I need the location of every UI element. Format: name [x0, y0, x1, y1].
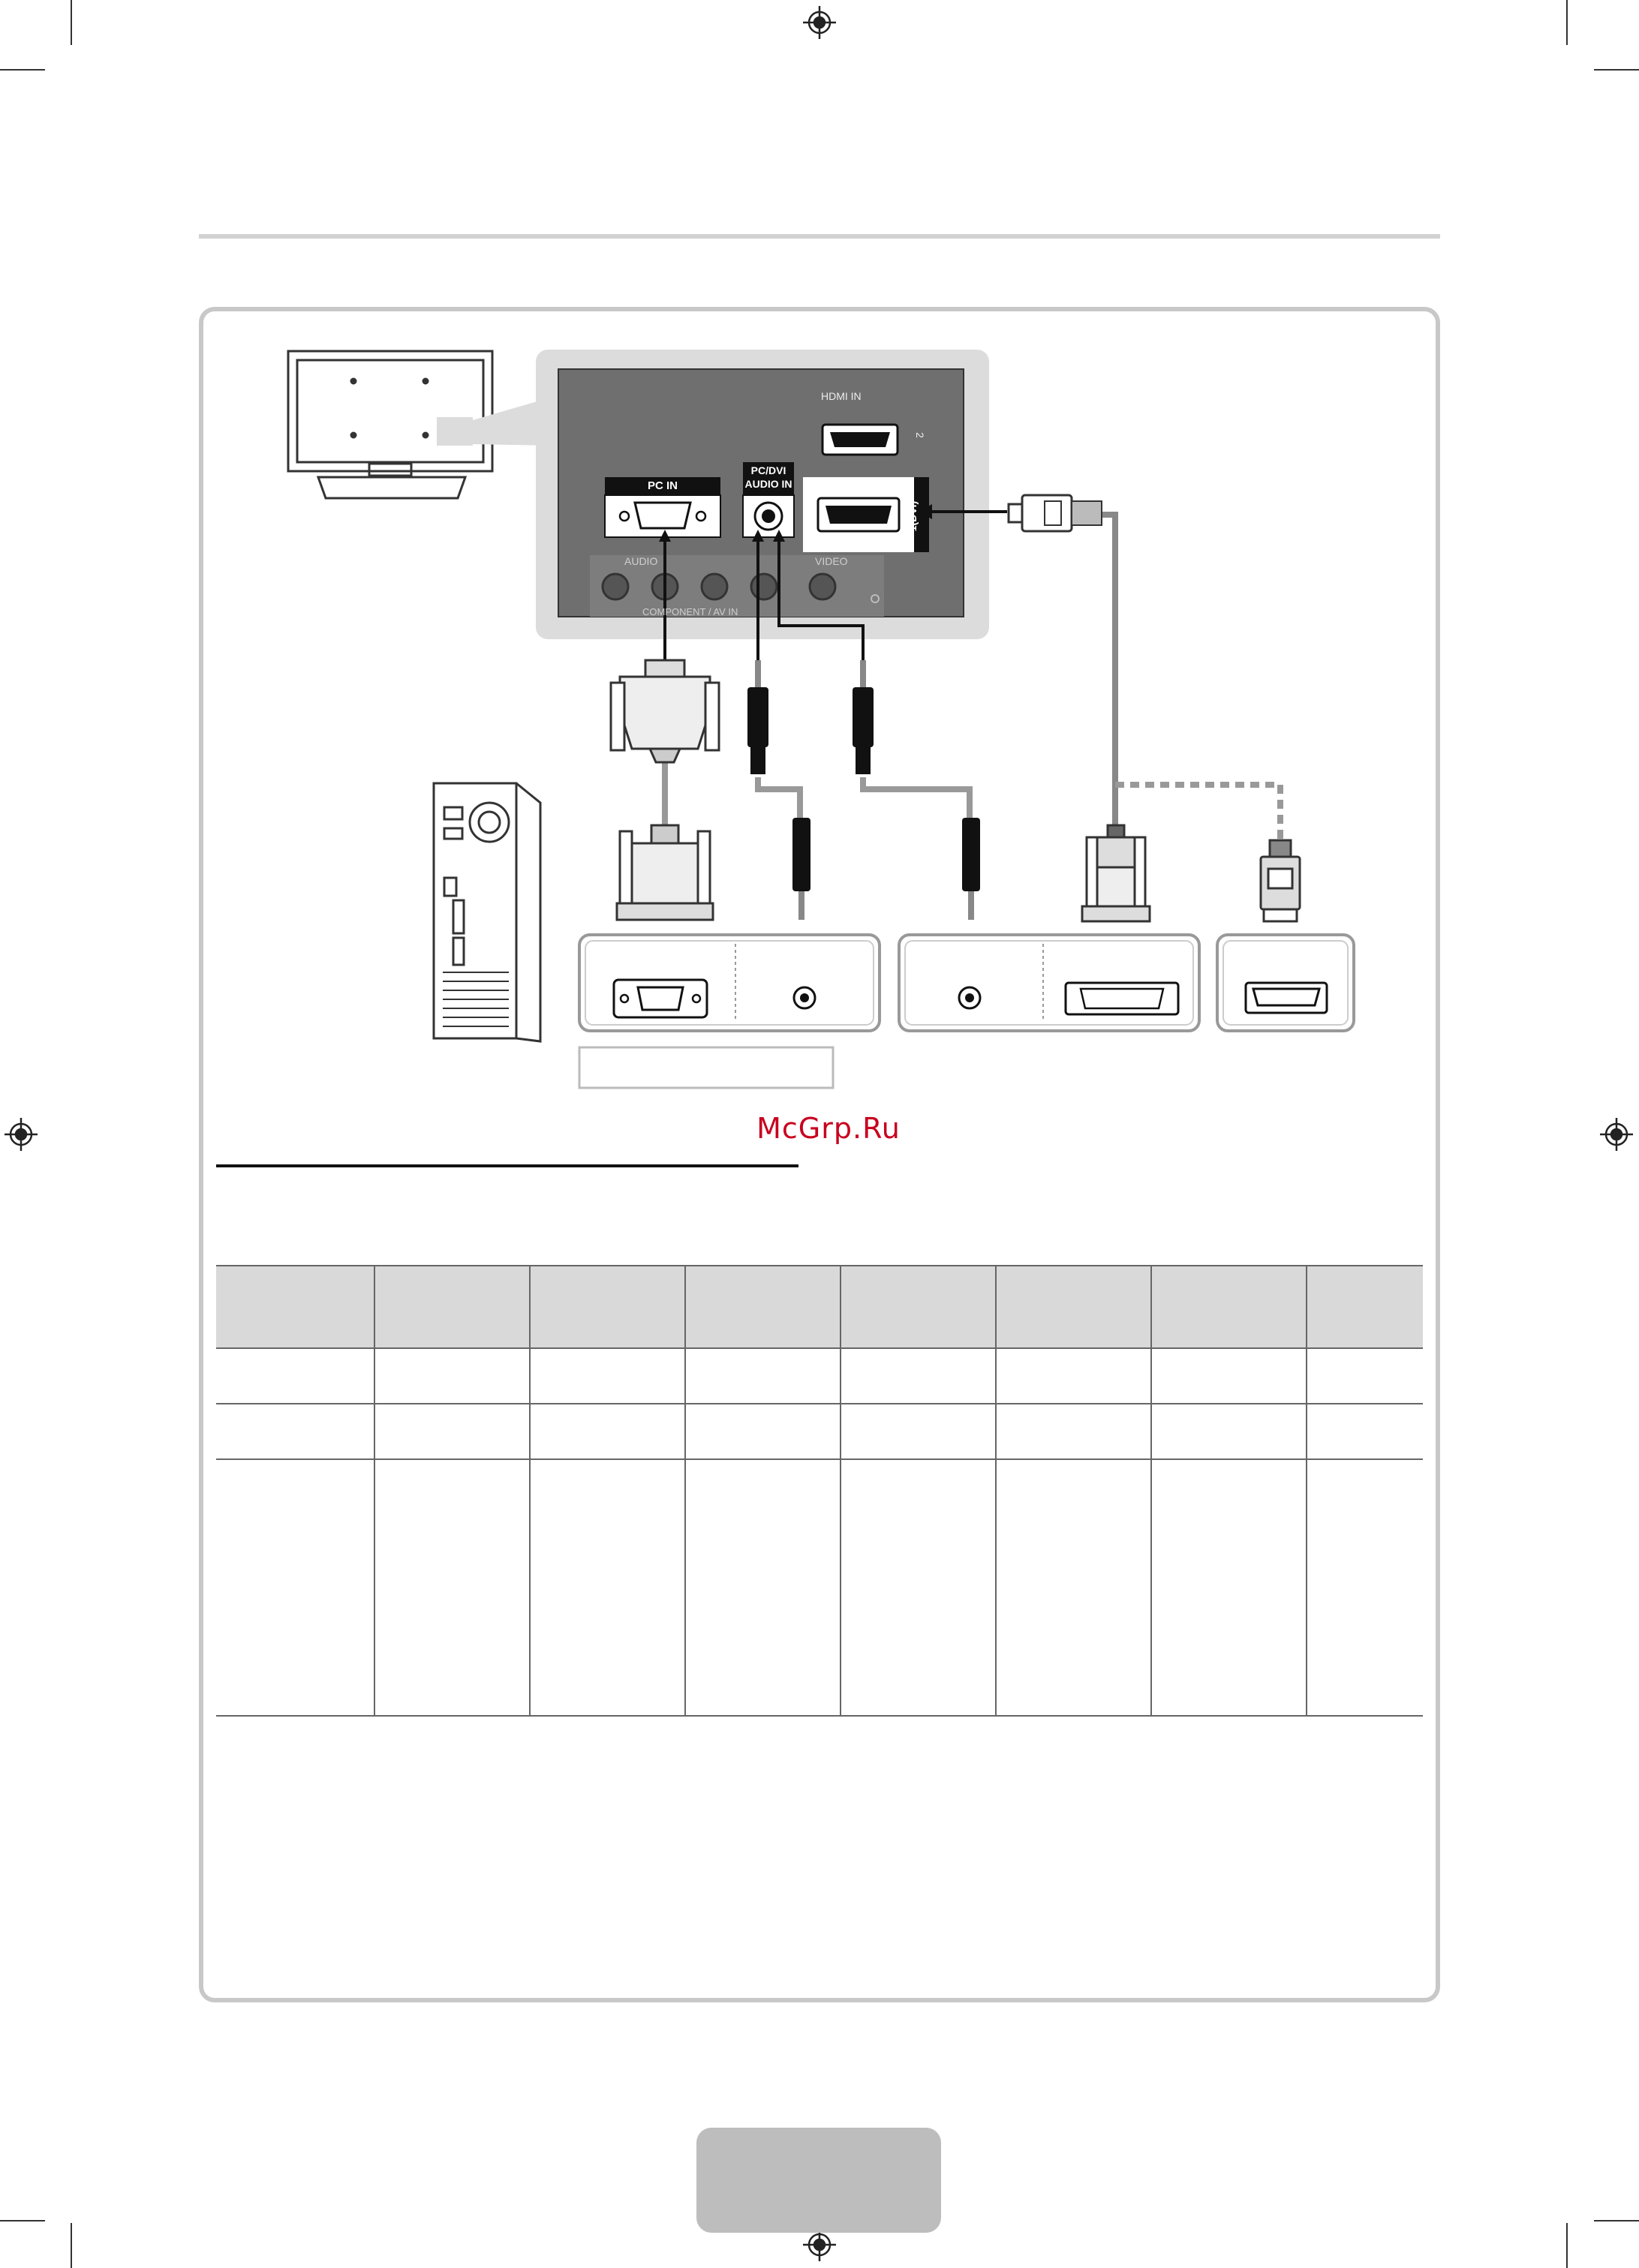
registration-mark-icon [803, 2228, 836, 2261]
table-cell [1151, 1459, 1307, 1716]
table-row [216, 1459, 1423, 1716]
table-cell [685, 1348, 841, 1404]
table-cell [374, 1348, 530, 1404]
audio-plug-icon [747, 660, 874, 774]
table-cell [1307, 1404, 1423, 1459]
spec-table [216, 1265, 1423, 1717]
table-cell [685, 1404, 841, 1459]
table-header-cell [530, 1266, 685, 1348]
table-cell [530, 1404, 685, 1459]
hdmi-connector-icon [1261, 840, 1300, 921]
vga-connector-icon [611, 660, 719, 762]
vga-connector-icon [617, 825, 713, 920]
table-cell [996, 1459, 1151, 1716]
audio-label: AUDIO [624, 555, 658, 567]
device-box-dvi [899, 935, 1199, 1031]
table-cell [841, 1404, 996, 1459]
table-header-cell [996, 1266, 1151, 1348]
subsection-rule [216, 1164, 798, 1167]
hdmi-port-1-label: 1(DVI) [907, 500, 919, 532]
table-cell [374, 1404, 530, 1459]
table-header-cell [374, 1266, 530, 1348]
table-cell [216, 1348, 374, 1404]
table-header-cell [1307, 1266, 1423, 1348]
table-cell [374, 1459, 530, 1716]
caption-box [579, 1047, 833, 1088]
table-cell [996, 1404, 1151, 1459]
audio-plug-icon [792, 818, 980, 920]
section-rule [199, 234, 1440, 239]
pc-tower-icon [434, 783, 540, 1041]
table-cell [1151, 1348, 1307, 1404]
table-cell [216, 1459, 374, 1716]
table-header-cell [1151, 1266, 1307, 1348]
component-av-label: COMPONENT / AV IN [642, 606, 738, 617]
pc-dvi-audio-in-label: PC/DVI AUDIO IN [744, 464, 792, 490]
table-header-cell [685, 1266, 841, 1348]
device-box-pc [579, 935, 880, 1031]
table-cell [530, 1348, 685, 1404]
device-box-hdmi [1217, 935, 1354, 1031]
tv-zoom-indicator [437, 417, 473, 446]
table-cell [685, 1459, 841, 1716]
table-cell [996, 1348, 1151, 1404]
table-cell [530, 1459, 685, 1716]
hdmi-in-label: HDMI IN [821, 390, 862, 402]
page-number-tab [696, 2128, 941, 2233]
watermark: McGrp.Ru [756, 1112, 901, 1145]
table-header-cell [841, 1266, 996, 1348]
hdmi-port-2-label: 2 [913, 432, 926, 438]
hdmi-connector-icon [1009, 495, 1102, 531]
table-cell [1307, 1459, 1423, 1716]
table-cell [841, 1459, 996, 1716]
table-cell [841, 1348, 996, 1404]
video-label: VIDEO [815, 555, 848, 567]
table-header-cell [216, 1266, 374, 1348]
table-row [216, 1404, 1423, 1459]
table-header-row [216, 1266, 1423, 1348]
table-cell [1307, 1348, 1423, 1404]
registration-mark-icon [803, 6, 836, 39]
table-row [216, 1348, 1423, 1404]
table-cell [1151, 1404, 1307, 1459]
table-cell [216, 1404, 374, 1459]
dvi-connector-icon [1082, 825, 1150, 921]
registration-mark-icon [1600, 1118, 1633, 1151]
pc-in-label: PC IN [647, 479, 678, 492]
registration-mark-icon [5, 1118, 38, 1151]
